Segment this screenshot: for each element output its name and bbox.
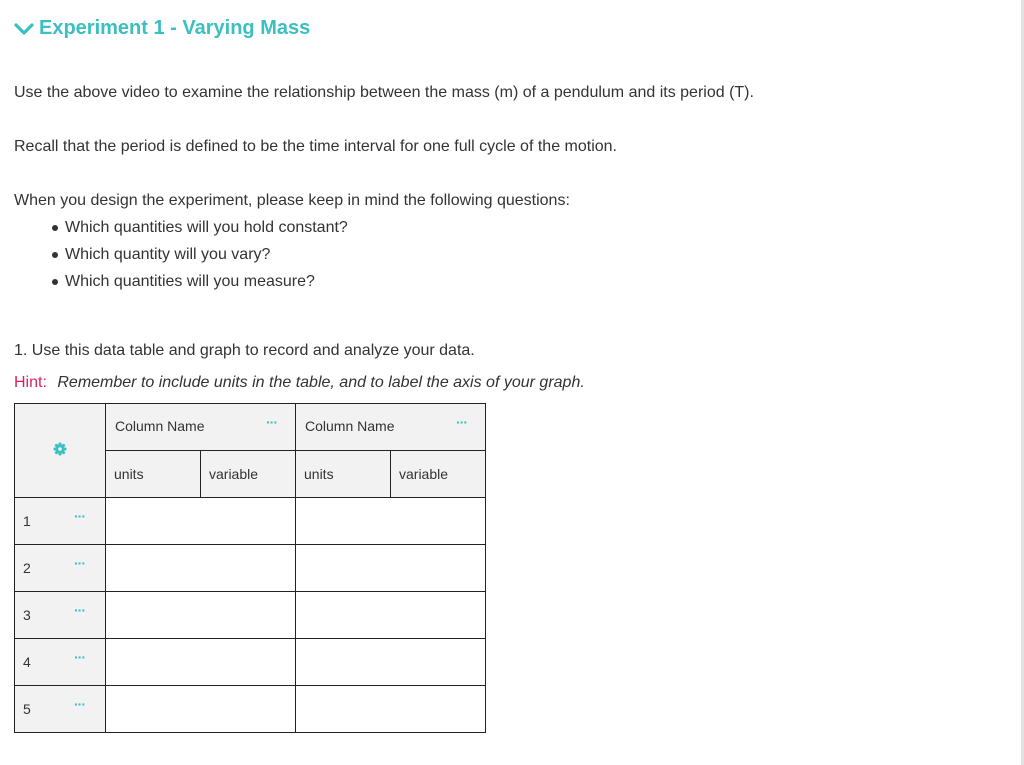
table-cell[interactable] [106, 592, 296, 639]
column-name[interactable]: Column Name [115, 418, 205, 434]
row-header [15, 545, 106, 592]
row-menu-icon[interactable]: ··· [74, 602, 85, 618]
column-units-field[interactable]: units [106, 451, 201, 498]
table-row [15, 639, 486, 686]
column-header-2[interactable] [296, 404, 486, 451]
intro-paragraph-video: Use the above video to examine the relationship between the mass (m) of a pendulum and its period (T). [14, 84, 754, 101]
column-menu-icon[interactable]: ··· [456, 414, 467, 430]
intro-paragraph-design: When you design the experiment, please keep in mind the following questions: [14, 192, 570, 209]
table-cell[interactable] [296, 639, 486, 686]
data-table [14, 403, 486, 733]
table-cell[interactable] [296, 686, 486, 733]
task-item: 1. Use this data table and graph to record and analyze your data. [14, 342, 475, 359]
column-name[interactable]: Column Name [305, 418, 395, 434]
column-menu-icon[interactable]: ··· [266, 414, 277, 430]
section-title: Experiment 1 - Varying Mass [39, 17, 311, 39]
column-header-1[interactable] [106, 404, 296, 451]
row-menu-icon[interactable]: ··· [74, 696, 85, 712]
column-variable-field[interactable]: variable [201, 451, 296, 498]
row-number: 2 [23, 560, 31, 576]
table-row [15, 498, 486, 545]
chevron-down-icon [14, 19, 34, 39]
table-row [15, 545, 486, 592]
list-item: Which quantity will you vary? [50, 244, 348, 271]
row-menu-icon[interactable]: ··· [74, 555, 85, 571]
design-questions-list [50, 217, 348, 298]
row-number: 4 [23, 654, 31, 670]
row-header [15, 639, 106, 686]
table-cell[interactable] [106, 545, 296, 592]
table-settings-cell[interactable] [15, 404, 106, 498]
column-variable-field[interactable]: variable [391, 451, 486, 498]
table-cell[interactable] [296, 498, 486, 545]
list-item: Which quantities will you hold constant? [50, 217, 348, 244]
hint-text: Remember to include units in the table, and to label the axis of your graph. [57, 374, 585, 391]
table-row [15, 686, 486, 733]
row-header [15, 686, 106, 733]
table-cell[interactable] [106, 498, 296, 545]
list-item: Which quantities will you measure? [50, 271, 348, 298]
column-units-field[interactable]: units [296, 451, 391, 498]
gear-icon[interactable] [53, 442, 67, 456]
section-header-toggle[interactable] [14, 17, 310, 40]
row-header [15, 498, 106, 545]
row-menu-icon[interactable]: ··· [74, 649, 85, 665]
row-number: 1 [23, 513, 31, 529]
intro-paragraph-period: Recall that the period is defined to be the time interval for one full cycle of the motion. [14, 138, 617, 155]
row-menu-icon[interactable]: ··· [74, 508, 85, 524]
table-cell[interactable] [296, 545, 486, 592]
hint [14, 374, 585, 392]
row-header [15, 592, 106, 639]
hint-label: Hint: [14, 374, 47, 391]
table-cell[interactable] [296, 592, 486, 639]
table-cell[interactable] [106, 686, 296, 733]
table-row [15, 592, 486, 639]
row-number: 5 [23, 701, 31, 717]
row-number: 3 [23, 607, 31, 623]
table-cell[interactable] [106, 639, 296, 686]
